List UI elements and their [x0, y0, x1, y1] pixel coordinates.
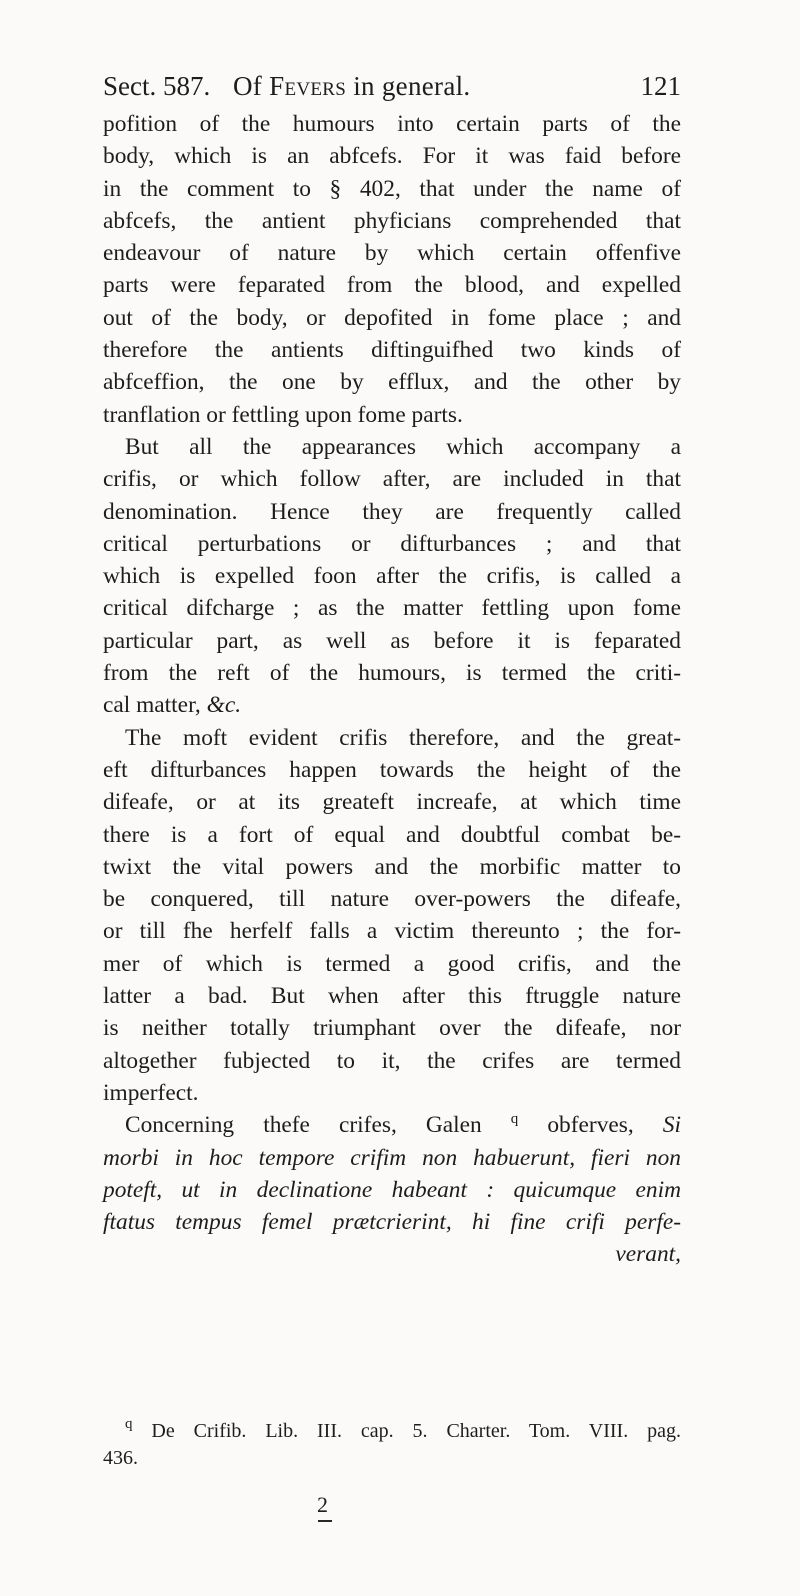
signature-mark: 2 — [317, 1490, 328, 1520]
text-line: therefore the antients diftinguifhed two kinds of — [103, 337, 681, 364]
text-segment: cal matter, — [103, 692, 207, 719]
text-line: denomination. Hence they are frequently called — [103, 498, 681, 525]
footnote-marker: q — [510, 1111, 519, 1128]
text-line: critical difcharge ; as the matter fettling upon fome — [103, 595, 681, 622]
chapter-title — [233, 66, 470, 106]
text-line: be conquered, till nature over-powers the difeafe, — [103, 886, 681, 913]
text-segment-italic: Si — [662, 1112, 681, 1139]
text-line: or till fhe herfelf falls a victim thereunto ; the for- — [103, 918, 681, 945]
text-line: The moft evident crifis therefore, and the great- — [125, 724, 681, 751]
text-line: particular part, as well as before it is feparated — [103, 627, 681, 654]
text-line: endeavour of nature by which certain offenfive — [103, 240, 681, 267]
footnote-line: 436. — [103, 1447, 138, 1469]
footnote-line — [103, 1418, 681, 1445]
text-line: difeafe, or at its greateft increafe, at which time — [103, 789, 681, 816]
text-line: abfcefs, the antient phyficians comprehended that — [103, 207, 681, 234]
text-line-italic: morbi in hoc tempore crifim non habuerunt, fieri non — [103, 1144, 681, 1171]
text-line: eft difturbances happen towards the height of the — [103, 756, 681, 783]
text-segment: Concerning thefe crifes, Galen — [125, 1112, 511, 1139]
text-line: mer of which is termed a good crifis, and the — [103, 950, 681, 977]
catchword: verant, — [615, 1241, 681, 1268]
text-line: parts were feparated from the blood, and expelled — [103, 272, 681, 299]
text-line: in the comment to § 402, that under the name of — [103, 175, 681, 202]
text-segment-italic: &c. — [206, 692, 242, 719]
text-line: tranflation or fettling upon fome parts. — [103, 401, 463, 428]
text-line: pofition of the humours into certain parts of the — [103, 111, 681, 137]
text-line: altogether fubjected to it, the crifes are termed — [103, 1047, 681, 1074]
chapter-title-rest: in general. — [353, 71, 471, 101]
footnote-text: De Crifib. Lib. III. cap. 5. Charter. Tom. VIII. pag. — [132, 1420, 681, 1442]
body-text — [103, 108, 681, 1271]
text-line: imperfect. — [103, 1079, 199, 1106]
footnote-marker: q — [125, 1416, 133, 1432]
text-line: is neither totally triumphant over the difeafe, nor — [103, 1015, 681, 1042]
running-head — [103, 66, 681, 106]
text-line-italic: poteft, ut in declinatione habeant : quicumque enim — [103, 1176, 681, 1203]
text-line: there is a fort of equal and doubtful combat be- — [103, 821, 681, 848]
text-line: twixt the vital powers and the morbific matter to — [103, 853, 681, 880]
text-line — [103, 689, 681, 721]
text-line-italic: ftatus tempus femel prætcrierint, hi fine crifi perfe- — [103, 1209, 681, 1236]
section-number: Sect. 587. — [103, 71, 211, 101]
footnote — [103, 1418, 681, 1472]
text-line: body, which is an abfcefs. For it was faid before — [103, 143, 681, 170]
text-line: from the reft of the humours, is termed the criti- — [103, 660, 681, 687]
text-line: latter a bad. But when after this ftruggle nature — [103, 983, 681, 1010]
chapter-title-prefix: Of — [233, 71, 263, 101]
chapter-title-caps: Fevers — [269, 71, 347, 101]
text-line — [103, 1109, 681, 1141]
text-line: crifis, or which follow after, are included in that — [103, 466, 681, 493]
text-segment: obferves, — [518, 1112, 663, 1139]
text-line: critical perturbations or difturbances ; and that — [103, 530, 681, 557]
text-line: abfceffion, the one by efflux, and the other by — [103, 369, 681, 396]
text-line: But all the appearances which accompany a — [125, 433, 681, 460]
text-line: which is expelled foon after the crifis, is called a — [103, 563, 681, 590]
page-number: 121 — [640, 71, 681, 101]
text-line: out of the body, or depofited in fome place ; and — [103, 304, 681, 331]
